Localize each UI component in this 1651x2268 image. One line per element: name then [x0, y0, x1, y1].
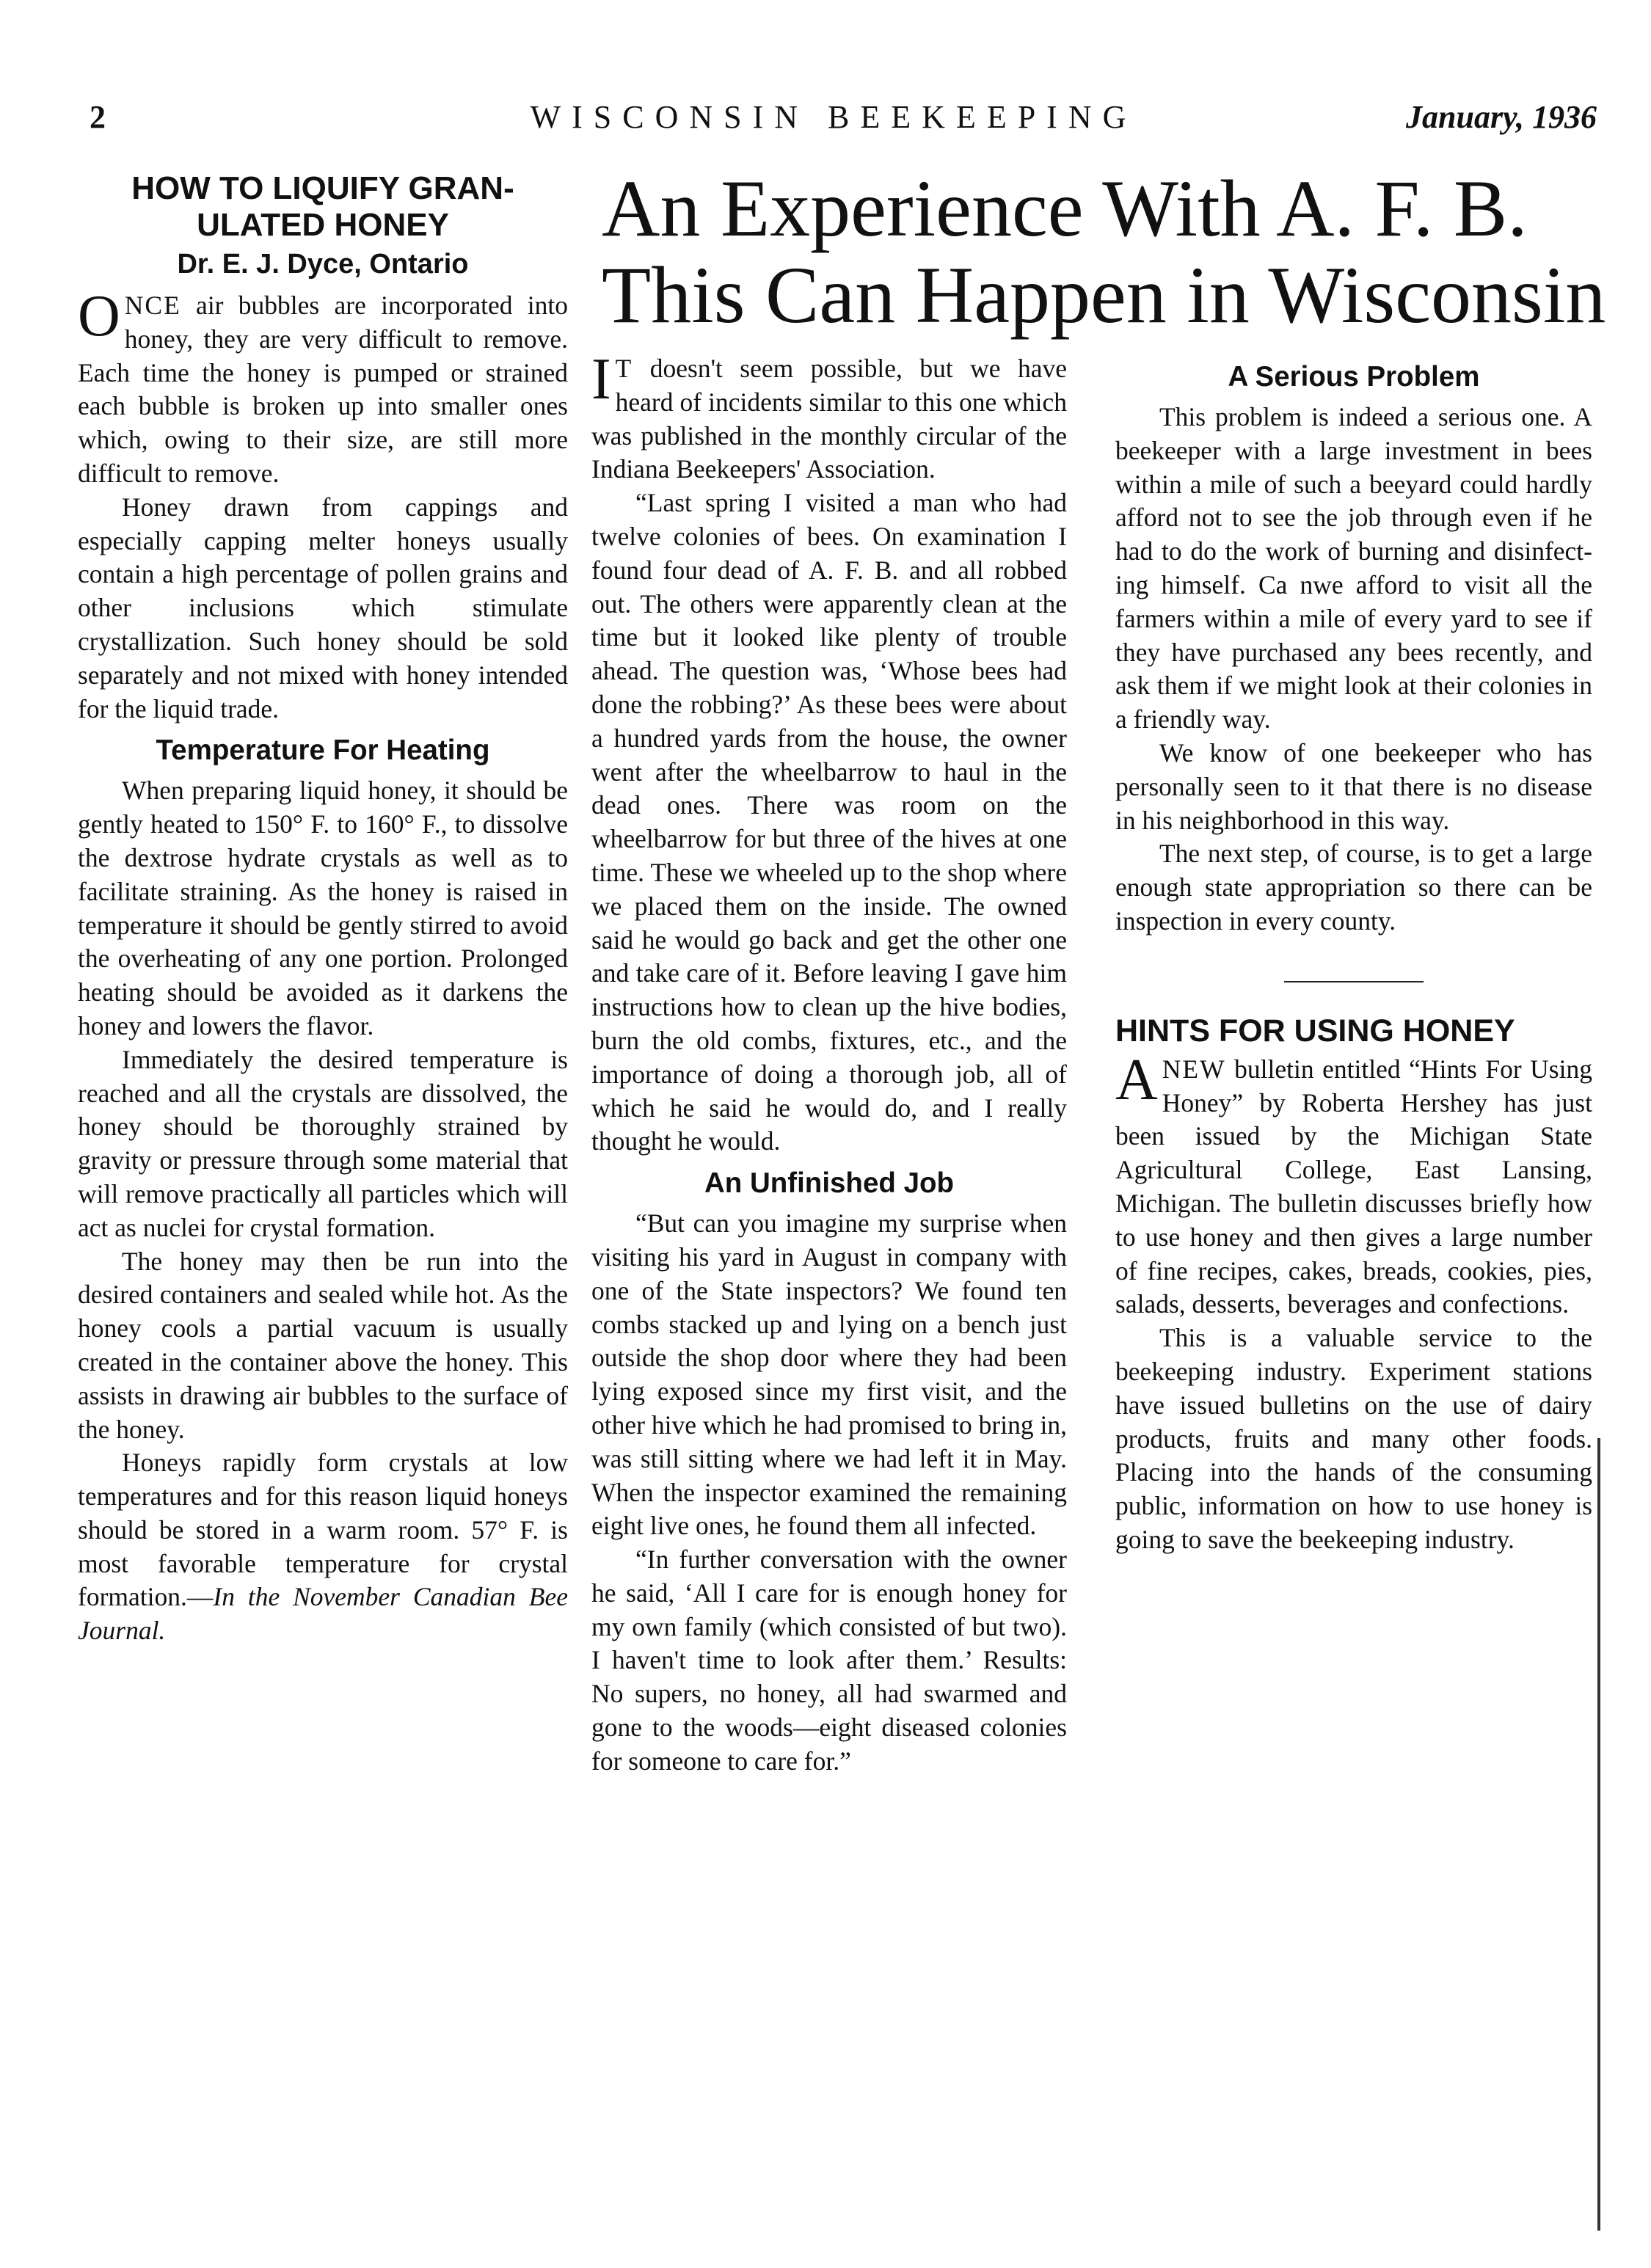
liquify-byline: Dr. E. J. Dyce, Ontario [177, 249, 469, 280]
subhead-unfinished: An Unfinished Job [704, 1167, 955, 1200]
drop-cap: O [78, 284, 120, 349]
hints-paragraph: This is a valuable service to the beekeeping industry. Experiment stations have issued bulletins on the use of dairy products, fruits and many other foods. Placing into the hands of the consuming public, information on how to use honey is going to save the beekeeping industry. [1115, 1323, 1592, 1554]
liquify-paragraph: Immediately the desired temperature is reached and all the crystals are dissolved, the honey should be thoroughly strained by gravity or pressure through some material that will remove practically all particles which will act as nuclei for crystal formation. [78, 1044, 568, 1242]
afb-paragraph: “But can you imagine my surprise when visiting his yard in August in company with one of the State inspectors? We found ten combs stacked up and lying on a bench just outside the shop door where they had been lying exposed since my first visit, and the other hive which he had promised to bring in, was still sitting where we had left it in May. When the inspector examined the remaining eight live ones, he found them all infected. [591, 1208, 1067, 1541]
liquify-title-line1: HOW TO LIQUIFY GRAN- [131, 170, 514, 206]
afb-title-line2: This Can Happen in Wisconsin [602, 250, 1606, 340]
afb-paragraph: “Last spring I visited a man who had twelve colonies of bees. On examination I found four dead of A. F. B. and all robbed out. The others were apparently clean at the time but it looked like plenty of trouble ahead. The question was, ‘Whose bees had done the robbing?’ As these bees were about a hundred yards from the house, the owner went after the wheelbarrow to haul in the dead ones. There was room on the wheelbarrow for but three of the hives at one time. These we wheeled up to the shop where we placed them on the inside. The owned said he would go back and get the other one and take care of it. Before leaving I gave him instructions how to clean up the hive bodies, burn the old combs, fixtures, etc., and the importance of doing a thorough job, all of which he said he would do, and I really thought he would. [591, 488, 1067, 1156]
publication-title: WISCONSIN BEEKEEPING [530, 99, 1137, 135]
afb-title [602, 165, 1607, 338]
subhead-temperature: Temperature For Heating [156, 734, 490, 767]
issue-date: January, 1936 [1406, 99, 1597, 135]
liquify-title [78, 170, 568, 244]
page-header [70, 98, 1597, 142]
afb-article-col2 [591, 347, 1067, 1779]
drop-cap: I [591, 347, 611, 412]
liquify-title-line2: ULATED HONEY [197, 207, 449, 243]
liquify-article [78, 170, 568, 1648]
source-citation: In the November Canadian Bee Journal. [78, 1582, 568, 1646]
hints-paragraph: ANEW bulletin entitled “Hints For Using Honey” by Roberta Hershey has just been issued by the Michigan State Agricultural College, East Lansing, Michigan. The bulletin discusses briefly how to use honey and then gives a large number of fine recipes, cakes, breads, cookies, pies, salads, desserts, beverages and confections. [1115, 1047, 1592, 1319]
afb-paragraph: The next step, of course, is to get a large enough state appropriation so there can be inspection in every county. [1115, 839, 1592, 936]
section-divider [1284, 981, 1424, 982]
liquify-paragraph: Honey drawn from cappings and especially capping melter honeys usually contain a high percentage of pollen grains and other inclusions which stimulate crystallization. Such honey should be sold separately and not mixed with honey intended for the liquid trade. [78, 492, 568, 723]
liquify-paragraph: When preparing liquid honey, it should be gently heated to 150° F. to 160° F., to dissolve the dextrose hydrate crystals as well as to facilitate straining. As the honey is raised in temperature it should be gently stirred to avoid the overheating of any one portion. Prolonged heating should be avoided as it darkens the honey and lowers the flavor. [78, 776, 568, 1040]
afb-paragraph: This problem is indeed a serious one. A beekeeper with a large investment in bees within a mile of such a beeyard could hardly afford not to see the job through even if he had to do the work of burning and disinfecting himself. Ca nwe afford to visit all the farmers within a mile of every yard to see if they have purchased any bees recently, and ask them if we might look at their colonies in a friendly way. [1115, 402, 1592, 734]
afb-paragraph: “In further conversation with the owner he said, ‘All I care for is enough honey for my own family (which consisted of but two). I haven't time to look after them.’ Results: No supers, no honey, all had swarmed and gone to the woods—eight diseased colonies for someone to care for.” [591, 1545, 1067, 1776]
afb-paragraph: I T doesn't seem possible, but we have heard of incidents similar to this one which was published in the monthly circular of the Indiana Beekeepers' Association. [591, 347, 1067, 484]
afb-paragraph: We know of one beekeeper who has personally seen to it that there is no disease in his neighborhood in this way. [1115, 737, 1592, 835]
hints-title: HINTS FOR USING HONEY [1115, 1013, 1515, 1049]
afb-title-line1: An Experience With A. F. B. [602, 164, 1528, 253]
page-number: 2 [90, 99, 106, 135]
subhead-serious: A Serious Problem [1228, 361, 1480, 393]
drop-cap: A [1115, 1047, 1158, 1112]
liquify-paragraph: ONCE air bubbles are incorporated into honey, they are very difficult to remove. Each time the honey is pumped or strained each bubble is broken up into smaller ones which, owing to their size, are still more difficult to remove. [78, 284, 568, 488]
column-edge-rule [1597, 1438, 1600, 2231]
liquify-paragraph: The honey may then be run into the desired containers and sealed while hot. As the honey cools a partial vacuum is usually created in the container above the honey. This assists in drawing air bubbles to the surface of the honey. [78, 1246, 568, 1444]
liquify-paragraph: Honeys rapidly form crystals at low temperatures and for this reason liquid honeys should be stored in a warm room. 57° F. is most favorable temperature for crystal formation.—In the November Canadian Bee Journal. [78, 1448, 568, 1646]
afb-article-col3 [1115, 352, 1592, 1557]
